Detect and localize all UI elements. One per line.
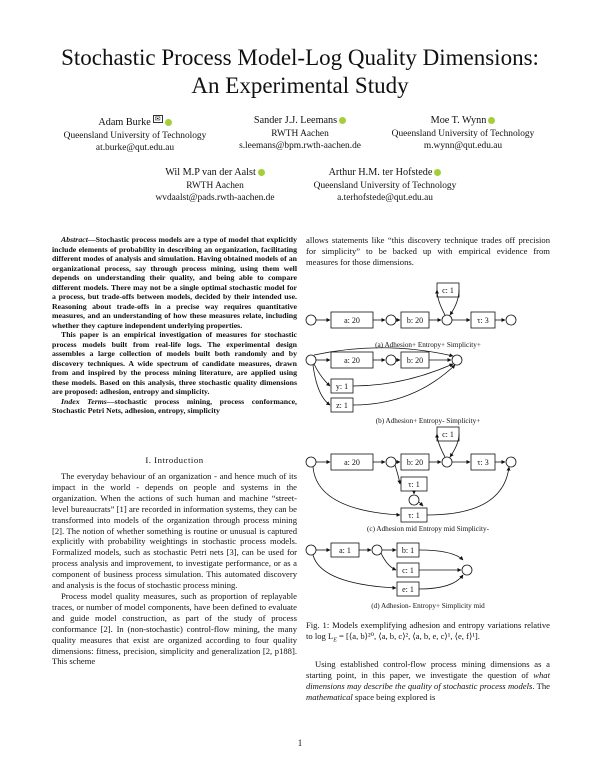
abstract-paragraph: This paper is an empirical investigation of measures for stochastic process models built from real-life logs. The experimental design assembles a large collection of models built both randomly and by discovery techniques. A wide spectrum of candidate measures, drawn from and inspired by the process mining literature, are applied using these models. Based on this analysis, three stochastic quality dimensions are proposed: adhesion, entropy and simplicity. [52, 330, 297, 396]
transition-label: y: 1 [335, 382, 349, 391]
author-email[interactable]: a.terhofstede@qut.edu.au [337, 193, 433, 203]
transition-label: τ: 3 [477, 316, 489, 325]
transition-label: e: 1 [402, 585, 414, 594]
body-emphasis: what dimensions may describe the quality of stochastic process models [306, 669, 550, 691]
place [306, 457, 316, 467]
abstract: Abstract—Stochastic process models are a type of model that explicitly include elements of probability in describing an organization, facilitating different modes of analysis and simulation. Having obtained models of an organizational process, say through process mining, using them well depends on understanding their quality, and being able to compare different models. There may not be a single optimal stochastic model for a process, but trade-offs between models, decided by their intended use. Reasoning about trade-offs in a precise way requires quantitative measures, and an understanding of how these measures relate, including whether they capture independent underlying properties. This paper is an empirical investigation of measures for stochastic process models built from real-life logs. The experimental design assembles a large collection of models built both randomly and by discovery techniques. A wide spectrum of candidate measures, drawn from and inspired by the process mining literature, are applied using these models. Based on this analysis, three stochastic quality dimensions are proposed: adhesion, entropy and simplicity. Index Terms—stochastic process mining, process conformance, Stochastic Petri Nets, adhesion, entropy, simplicity [52, 235, 298, 415]
intro-body [52, 471, 297, 667]
author-email[interactable]: s.leemans@bpm.rwth-aachen.de [239, 141, 361, 151]
right-column-text [306, 659, 550, 703]
transition-label: τ: 1 [408, 511, 420, 520]
place [306, 315, 316, 325]
body-text: Using established control-flow process mining dimensions as a starting point, in this paper, we investigate the question of [306, 659, 550, 680]
paper-title [0, 44, 600, 100]
author-email[interactable]: at.burke@qut.edu.au [95, 143, 175, 154]
orcid-icon[interactable] [258, 169, 265, 176]
transition-label: c: 1 [442, 286, 454, 295]
place [386, 355, 396, 365]
body-paragraph: The everyday behaviour of an organization - and hence much of its impact in the world - depends on people and systems in the organization. When the actions of such human and machine “street-level bureaucrats” [1] are recorded in information systems, they can be transformed into models of the organization through process mining [2]. The notion of whether something is routine or unusual is captured explicitly with probability weightings in stochastic process models. Formalized models, such as stochastic Petri nets [3], can be used for process analysis and improvement, to investigate performance, or as a component of business process simulation. This automated discovery and analysis is the focus of stochastic process mining. [52, 471, 297, 591]
author-name: Sander J.J. Leemans [253, 115, 338, 126]
petri-net-d [306, 543, 472, 596]
author-affiliation: RWTH Aachen [186, 180, 244, 191]
index-terms: stochastic process mining, process conformance, Stochastic Petri Nets, adhesion, entropy, simplicity [52, 396, 298, 415]
author-email[interactable]: m.wynn@qut.edu.au [423, 141, 503, 151]
place [462, 565, 472, 575]
place [409, 495, 419, 505]
transition-label: b: 20 [406, 316, 424, 325]
abstract-paragraph: Stochastic process models are a type of model that explicitly include elements of probability in describing an organization, facilitating different modes of analysis and simulation. Having obtained models of an organizational process, say through process mining, using them well depends on understanding their quality, and being able to compare different models. There may not be a single optimal stochastic model for a process, but trade-offs between models, decided by their intended use. Reasoning about trade-offs in a precise way requires quantitative measures, and an understanding of how these measures relate, including whether they capture independent underlying properties. [52, 235, 297, 330]
page-number: 1 [297, 738, 303, 748]
subfigure-caption: (c) Adhesion mid Entropy mid Simplicity- [367, 525, 489, 533]
transition-label: a: 20 [344, 356, 360, 365]
place [506, 457, 516, 467]
author-block [215, 115, 385, 153]
author-block [300, 167, 470, 205]
author-affiliation: RWTH Aachen [271, 128, 329, 139]
petri-net-b [306, 348, 462, 412]
figure-1 [303, 278, 553, 618]
body-text: space being explored is [352, 691, 436, 702]
author-block [130, 167, 300, 205]
section-heading: I. Introduction [145, 455, 204, 465]
figure-caption-log: = [⟨a, b⟩²⁰, ⟨a, b, c⟩², ⟨a, b, e, c⟩¹, ⟨e, f⟩¹]. [339, 630, 480, 641]
body-text: . The [532, 680, 550, 691]
body-emphasis: mathematical [306, 691, 353, 702]
envelope-icon: ✉ [154, 115, 161, 123]
transition-label: b: 1 [401, 546, 415, 555]
author-affiliation: Queensland University of Technology [313, 180, 457, 191]
title-line-1: Stochastic Process Model-Log Quality Dimensions: [61, 45, 539, 70]
index-terms-label: Index Terms [61, 396, 107, 406]
transition-label: c: 1 [402, 566, 414, 575]
author-name: Moe T. Wynn [430, 115, 487, 126]
transition-label: b: 20 [406, 458, 424, 467]
author-name: Wil M.P van der Aalst [165, 167, 256, 178]
author-name: Arthur H.M. ter Hofstede [328, 167, 433, 178]
author-affiliation: Queensland University of Technology [391, 128, 535, 139]
transition-label: z: 1 [336, 401, 348, 410]
petri-net-c [306, 427, 516, 522]
title-line-2: An Experimental Study [191, 73, 409, 98]
place [306, 355, 316, 365]
place [506, 315, 516, 325]
right-column-text: allows statements like “this discovery technique trades off precision for simplicity” to be backed up with empirical evidence from measures for those dimensions. [306, 235, 550, 267]
orcid-icon[interactable] [165, 119, 172, 126]
transition-label: a: 1 [339, 546, 351, 555]
abstract-label: Abstract [61, 235, 88, 244]
orcid-icon[interactable] [434, 169, 441, 176]
place [442, 457, 452, 467]
place [386, 315, 396, 325]
transition-label: b: 20 [406, 356, 424, 365]
orcid-icon[interactable] [488, 117, 495, 124]
place [442, 315, 452, 325]
figure-caption-text: Fig. 1: Models exemplifying adhesion and entropy variations relative to log L [306, 620, 550, 641]
figure-caption: Fig. 1: Models exemplifying adhesion and entropy variations relative to $\log L_E$ = [⟨a, b⟩²⁰, ⟨a, b, c⟩², ⟨a, b, e, c⟩¹, ⟨e, f⟩¹]. [306, 620, 550, 644]
transition-label: τ: 3 [477, 458, 489, 467]
orcid-icon[interactable] [339, 117, 346, 124]
place [372, 545, 382, 555]
author-affiliation: Queensland University of Technology [63, 130, 207, 141]
transition-label: τ: 1 [408, 480, 420, 489]
place [306, 545, 316, 555]
transition-label: a: 20 [344, 458, 360, 467]
body-paragraph: Process model quality measures, such as proportion of replayable traces, or number of model components, have been defined to evaluate and guide model construction, as part of the study of process conformance [2]. In (non-stochastic) control-flow mining, the many quality measures that exist are organized according to four quality dimensions: fitness, precision, simplicity and generalization [2, p188]. This scheme [52, 590, 297, 667]
place [452, 355, 462, 365]
author-block [50, 115, 220, 155]
author-block [378, 115, 548, 153]
subfigure-caption: (a) Adhesion+ Entropy+ Simplicity+ [375, 341, 481, 349]
transition-label: c: 1 [442, 430, 454, 439]
author-email[interactable]: wvdaalst@pads.rwth-aachen.de [155, 193, 275, 203]
place [386, 457, 396, 467]
transition-label: a: 20 [344, 316, 360, 325]
subfigure-caption: (d) Adhesion- Entropy+ Simplicity mid [371, 602, 485, 610]
subfigure-caption: (b) Adhesion+ Entropy- Simplicity+ [375, 417, 481, 425]
author-name: Adam Burke [98, 117, 151, 129]
